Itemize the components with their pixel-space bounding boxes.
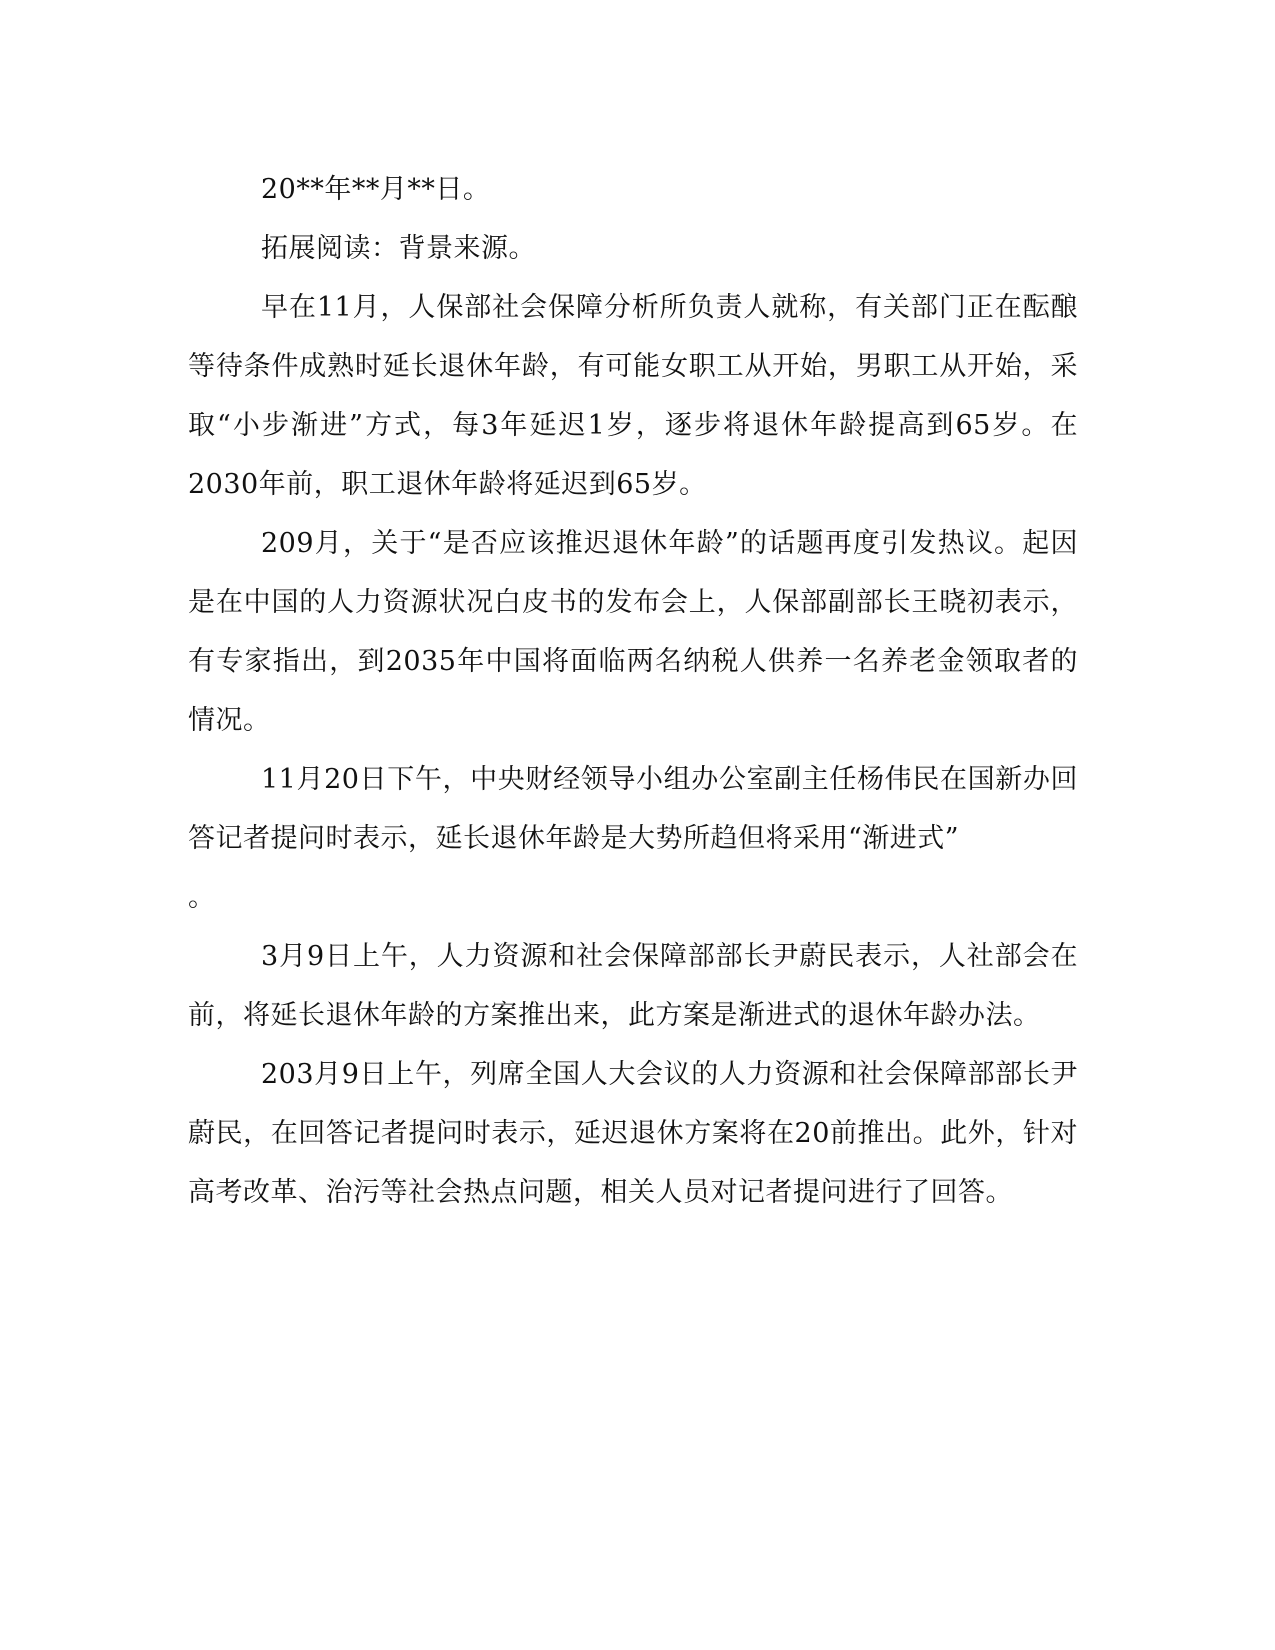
paragraph-2: 209月，关于“是否应该推迟退休年龄”的话题再度引发热议。起因是在中国的人力资源状况白皮书的发布会上，人保部副部长王晓初表示，有专家指出，到2035年中国将面临两名纳税人供养一名养老金领取者的情况。 bbox=[188, 528, 1078, 736]
document-body bbox=[188, 160, 1078, 1222]
paragraph-4: 3月9日上午，人力资源和社会保障部部长尹蔚民表示，人社部会在前，将延长退休年龄的方案推出来，此方案是渐进式的退休年龄办法。 bbox=[188, 941, 1078, 1031]
paragraph-3 bbox=[188, 750, 1078, 927]
date-line: 20**年**月**日。 bbox=[261, 174, 491, 205]
extended-reading-heading: 拓展阅读：背景来源。 bbox=[261, 233, 536, 264]
paragraph-3-trailing-period: 。 bbox=[188, 882, 216, 913]
paragraph-5: 203月9日上午，列席全国人大会议的人力资源和社会保障部部长尹蔚民，在回答记者提问时表示，延迟退休方案将在20前推出。此外，针对高考改革、治污等社会热点问题，相关人员对记者提问进行了回答。 bbox=[188, 1059, 1078, 1208]
paragraph-1: 早在11月，人保部社会保障分析所负责人就称，有关部门正在酝酿等待条件成熟时延长退休年龄，有可能女职工从开始，男职工从开始，采取“小步渐进”方式，每3年延迟1岁，逐步将退休年龄提高到65岁。在2030年前，职工退休年龄将延迟到65岁。 bbox=[188, 292, 1078, 500]
paragraph-3-text: 11月20日下午，中央财经领导小组办公室副主任杨伟民在国新办回答记者提问时表示，延长退休年龄是大势所趋但将采用“渐进式” bbox=[188, 764, 1078, 854]
